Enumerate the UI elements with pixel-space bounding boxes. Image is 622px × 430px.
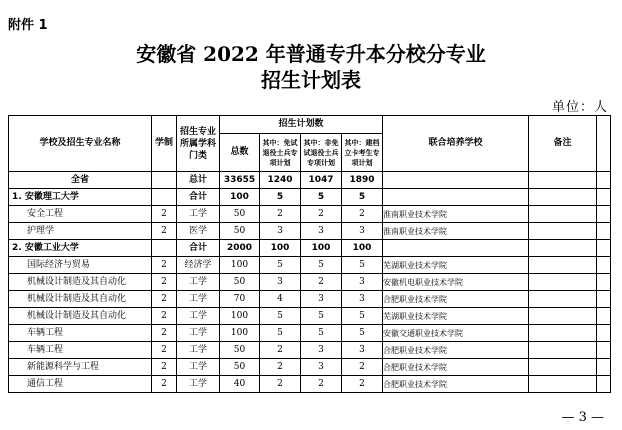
cell-remark — [529, 325, 597, 342]
cell-poverty: 5 — [342, 308, 383, 325]
table-row — [9, 342, 611, 359]
cell-extra — [597, 189, 611, 206]
cell-category: 工学 — [177, 206, 220, 223]
cell-coop: 安徽交通职业技术学院 — [383, 325, 529, 342]
table-row — [9, 189, 611, 206]
cell-extra — [597, 274, 611, 291]
cell-category: 工学 — [177, 376, 220, 393]
cell-duration: 2 — [152, 291, 177, 308]
cell-poverty: 5 — [342, 257, 383, 274]
table-row — [9, 206, 611, 223]
cell-poverty: 3 — [342, 342, 383, 359]
cell-nonexempt: 3 — [301, 342, 342, 359]
cell-total: 70 — [220, 291, 260, 308]
cell-name: 2. 安徽工业大学 — [9, 240, 152, 257]
header-coop-school: 联合培养学校 — [383, 116, 529, 172]
cell-duration: 2 — [152, 359, 177, 376]
cell-veteran: 2 — [260, 206, 301, 223]
cell-remark — [529, 359, 597, 376]
cell-extra — [597, 206, 611, 223]
cell-poverty: 2 — [342, 359, 383, 376]
cell-nonexempt: 2 — [301, 206, 342, 223]
enrollment-plan-table — [8, 115, 611, 393]
cell-remark — [529, 189, 597, 206]
cell-category: 工学 — [177, 342, 220, 359]
cell-coop: 淮南职业技术学院 — [383, 206, 529, 223]
cell-extra — [597, 376, 611, 393]
cell-nonexempt: 100 — [301, 240, 342, 257]
cell-name: 国际经济与贸易 — [9, 257, 152, 274]
cell-duration: 2 — [152, 325, 177, 342]
cell-coop: 芜湖职业技术学院 — [383, 257, 529, 274]
cell-coop: 合肥职业技术学院 — [383, 376, 529, 393]
cell-veteran: 2 — [260, 359, 301, 376]
table-row — [9, 257, 611, 274]
cell-veteran: 5 — [260, 257, 301, 274]
cell-veteran: 5 — [260, 325, 301, 342]
cell-category: 总计 — [177, 172, 220, 189]
cell-poverty: 3 — [342, 291, 383, 308]
cell-duration: 2 — [152, 206, 177, 223]
document-title: 安徽省 2022 年普通专升本分校分专业 — [136, 42, 486, 66]
cell-remark — [529, 308, 597, 325]
cell-name: 新能源科学与工程 — [9, 359, 152, 376]
cell-coop — [383, 240, 529, 257]
table-row — [9, 291, 611, 308]
cell-extra — [597, 257, 611, 274]
cell-poverty: 3 — [342, 274, 383, 291]
document-subtitle: 招生计划表 — [261, 68, 361, 92]
cell-nonexempt: 3 — [301, 223, 342, 240]
cell-category: 工学 — [177, 308, 220, 325]
header-poverty: 其中：建档立卡考生专项计划 — [342, 134, 383, 172]
header-duration: 学制 — [152, 116, 177, 172]
cell-veteran: 3 — [260, 274, 301, 291]
header-remark: 备注 — [529, 116, 597, 172]
header-total: 总数 — [220, 134, 260, 172]
cell-total: 50 — [220, 274, 260, 291]
table-row — [9, 359, 611, 376]
cell-nonexempt: 5 — [301, 308, 342, 325]
cell-remark — [529, 291, 597, 308]
cell-name: 通信工程 — [9, 376, 152, 393]
cell-poverty: 5 — [342, 189, 383, 206]
cell-poverty: 2 — [342, 206, 383, 223]
cell-coop: 合肥职业技术学院 — [383, 342, 529, 359]
cell-veteran: 5 — [260, 308, 301, 325]
cell-veteran: 1240 — [260, 172, 301, 189]
cell-category: 合计 — [177, 189, 220, 206]
cell-poverty: 2 — [342, 376, 383, 393]
cell-total: 100 — [220, 189, 260, 206]
cell-veteran: 3 — [260, 223, 301, 240]
cell-remark — [529, 172, 597, 189]
cell-nonexempt: 5 — [301, 189, 342, 206]
cell-total: 50 — [220, 342, 260, 359]
cell-name: 机械设计制造及其自动化 — [9, 291, 152, 308]
cell-total: 100 — [220, 257, 260, 274]
cell-nonexempt: 3 — [301, 291, 342, 308]
cell-category: 工学 — [177, 274, 220, 291]
cell-coop: 合肥职业技术学院 — [383, 291, 529, 308]
cell-remark — [529, 240, 597, 257]
cell-total: 2000 — [220, 240, 260, 257]
cell-coop: 安徽机电职业技术学院 — [383, 274, 529, 291]
header-veteran: 其中：免试退役士兵专项计划 — [260, 134, 301, 172]
table-row — [9, 172, 611, 189]
cell-name: 车辆工程 — [9, 325, 152, 342]
cell-category: 工学 — [177, 325, 220, 342]
cell-total: 100 — [220, 325, 260, 342]
cell-veteran: 5 — [260, 189, 301, 206]
cell-name: 全省 — [9, 172, 152, 189]
cell-duration: 2 — [152, 257, 177, 274]
cell-coop: 合肥职业技术学院 — [383, 359, 529, 376]
cell-name: 护理学 — [9, 223, 152, 240]
cell-veteran: 2 — [260, 376, 301, 393]
cell-extra — [597, 240, 611, 257]
table-row — [9, 223, 611, 240]
cell-total: 50 — [220, 206, 260, 223]
attachment-label: 附件 1 — [8, 18, 48, 33]
cell-remark — [529, 257, 597, 274]
cell-veteran: 2 — [260, 342, 301, 359]
cell-duration: 2 — [152, 308, 177, 325]
cell-nonexempt: 2 — [301, 274, 342, 291]
cell-poverty: 100 — [342, 240, 383, 257]
cell-name: 1. 安徽理工大学 — [9, 189, 152, 206]
cell-coop: 芜湖职业技术学院 — [383, 308, 529, 325]
cell-duration: 2 — [152, 376, 177, 393]
cell-total: 33655 — [220, 172, 260, 189]
cell-extra — [597, 359, 611, 376]
cell-category: 工学 — [177, 359, 220, 376]
cell-duration — [152, 240, 177, 257]
cell-duration: 2 — [152, 274, 177, 291]
table-row — [9, 376, 611, 393]
cell-coop: 淮南职业技术学院 — [383, 223, 529, 240]
cell-coop — [383, 189, 529, 206]
cell-nonexempt: 5 — [301, 257, 342, 274]
cell-nonexempt: 5 — [301, 325, 342, 342]
cell-remark — [529, 274, 597, 291]
table-row — [9, 308, 611, 325]
cell-total: 100 — [220, 308, 260, 325]
cell-extra — [597, 342, 611, 359]
cell-duration: 2 — [152, 223, 177, 240]
cell-total: 40 — [220, 376, 260, 393]
cell-extra — [597, 291, 611, 308]
cell-extra — [597, 223, 611, 240]
cell-extra — [597, 308, 611, 325]
cell-coop — [383, 172, 529, 189]
cell-category: 工学 — [177, 291, 220, 308]
cell-category: 医学 — [177, 223, 220, 240]
cell-category: 合计 — [177, 240, 220, 257]
cell-name: 机械设计制造及其自动化 — [9, 308, 152, 325]
cell-nonexempt: 2 — [301, 376, 342, 393]
cell-remark — [529, 206, 597, 223]
header-extra — [597, 116, 611, 172]
header-school: 学校及招生专业名称 — [9, 116, 152, 172]
cell-total: 50 — [220, 359, 260, 376]
cell-remark — [529, 223, 597, 240]
header-plan-group: 招生计划数 — [220, 116, 383, 134]
table-row — [9, 325, 611, 342]
cell-poverty: 1890 — [342, 172, 383, 189]
cell-veteran: 100 — [260, 240, 301, 257]
cell-veteran: 4 — [260, 291, 301, 308]
table-row — [9, 240, 611, 257]
cell-nonexempt: 1047 — [301, 172, 342, 189]
cell-name: 机械设计制造及其自动化 — [9, 274, 152, 291]
cell-nonexempt: 3 — [301, 359, 342, 376]
cell-remark — [529, 376, 597, 393]
table-row — [9, 274, 611, 291]
unit-label: 单位：人 — [551, 100, 608, 115]
header-nonexempt: 其中：非免试退役士兵专项计划 — [301, 134, 342, 172]
cell-extra — [597, 172, 611, 189]
cell-total: 50 — [220, 223, 260, 240]
cell-name: 车辆工程 — [9, 342, 152, 359]
header-category: 招生专业所属学科门类 — [177, 116, 220, 172]
page-number: — 3 — — [561, 410, 604, 425]
cell-duration — [152, 189, 177, 206]
cell-extra — [597, 325, 611, 342]
cell-poverty: 3 — [342, 223, 383, 240]
cell-poverty: 5 — [342, 325, 383, 342]
cell-category: 经济学 — [177, 257, 220, 274]
cell-duration: 2 — [152, 342, 177, 359]
cell-duration — [152, 172, 177, 189]
cell-remark — [529, 342, 597, 359]
cell-name: 安全工程 — [9, 206, 152, 223]
